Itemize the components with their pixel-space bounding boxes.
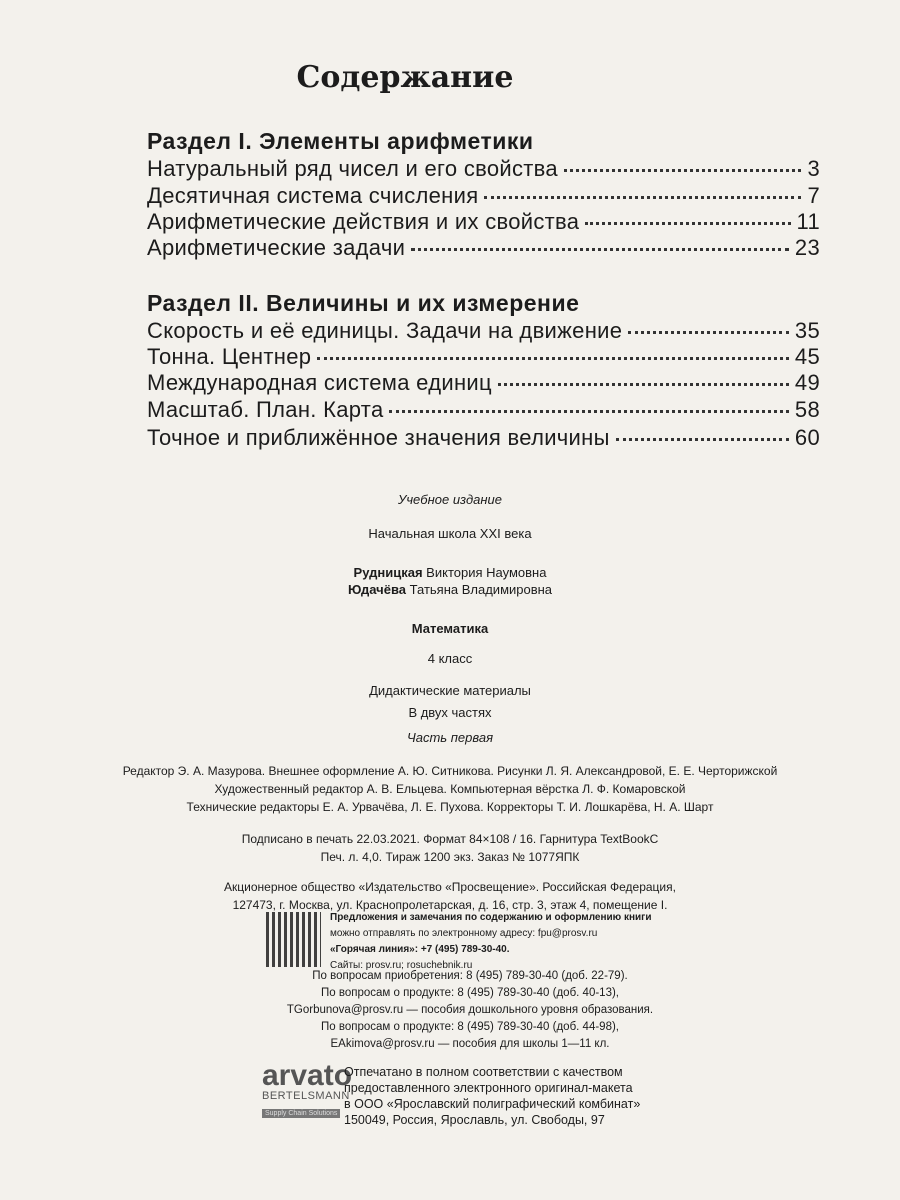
dot-leader — [411, 248, 789, 251]
credits-line: Технические редакторы Е. А. Урвачёва, Л. Е. Пухова. Корректоры Т. И. Лошкарёва, Н. А. Шарт — [186, 800, 714, 814]
toc-page: 3 — [807, 156, 820, 181]
feedback-block: Предложения и замечания по содержанию и оформлению книги можно отправлять по электронному адресу: fpu@prosv.ru «Горячая линия»: +7 (495) 789-30-40. Сайты: prosv.ru; rosuchebnik.ru — [330, 912, 652, 971]
toc-label: Арифметические задачи — [147, 235, 406, 260]
dot-leader — [564, 169, 802, 172]
toc-page: 11 — [796, 209, 820, 234]
toc-label: Масштаб. План. Карта — [147, 397, 384, 422]
toc-label: Арифметические действия и их свойства — [147, 209, 580, 234]
dot-leader — [585, 222, 790, 225]
toc-page: 60 — [794, 425, 820, 450]
dot-leader — [616, 438, 789, 441]
toc-item — [147, 318, 820, 344]
section-heading: Раздел II. Величины и их измерение — [147, 290, 580, 316]
dot-leader — [389, 410, 788, 413]
dot-leader — [628, 331, 789, 334]
author: Рудницкая Виктория Наумовна — [353, 565, 547, 580]
series: Начальная школа XXI века — [368, 526, 532, 541]
toc-label: Натуральный ряд чисел и его свойства — [147, 156, 558, 181]
toc-page: 45 — [794, 344, 820, 369]
toc-item — [147, 209, 820, 235]
kind: Дидактические материалы — [369, 683, 531, 698]
toc-item — [147, 397, 820, 423]
dot-leader — [317, 357, 789, 360]
edition-type: Учебное издание — [398, 492, 502, 507]
credits-line: Редактор Э. А. Мазурова. Внешнее оформление А. Ю. Ситникова. Рисунки Л. Я. Александровой, Е. Е. Черторижской — [122, 764, 778, 778]
toc-page: 49 — [794, 370, 820, 395]
toc-item — [147, 156, 820, 182]
grade: 4 класс — [427, 651, 473, 666]
credits-line: Художественный редактор А. В. Ельцева. Компьютерная вёрстка Л. Ф. Комаровской — [214, 782, 686, 796]
printer-logo: arvato BERTELSMANN Supply Chain Solutions — [262, 1059, 353, 1117]
subject: Математика — [411, 621, 489, 636]
print-info: Печ. л. 4,0. Тираж 1200 экз. Заказ № 1077ЯПК — [320, 850, 580, 864]
toc-label: Десятичная система счисления — [147, 183, 479, 208]
contacts: По вопросам приобретения: 8 (495) 789-30-40 (доб. 22-79). По вопросам о продукте: 8 (495) 789-30-40 (доб. 40-13), TGorbunova@prosv.ru — пособия дошкольного уровня образования. По вопросам о продукте: 8 (495) 789-30-40 (доб. 44-98), EAkimova@prosv.ru — пособия для школы 1—11 кл. — [286, 970, 654, 1050]
toc-label: Точное и приближённое значения величины — [147, 425, 610, 450]
dot-leader — [498, 383, 789, 386]
toc-item — [147, 183, 820, 209]
toc-item — [147, 235, 820, 261]
toc-label: Тонна. Центнер — [147, 344, 312, 369]
qr-code — [266, 912, 321, 967]
publisher: Акционерное общество «Издательство «Просвещение». Российская Федерация, — [224, 880, 676, 894]
toc-page: 7 — [807, 183, 820, 208]
toc-item — [147, 344, 820, 370]
publisher: 127473, г. Москва, ул. Краснопролетарская, д. 16, стр. 3, этаж 4, помещение I. — [232, 898, 668, 912]
printed-by: Отпечатано в полном соответствии с качеством предоставленного электронного оригинал-макета в ООО «Ярославский полиграфический комбинат» 150049, Россия, Ярославль, ул. Свободы, 97 — [344, 1065, 641, 1127]
author: Юдачёва Татьяна Владимировна — [347, 582, 553, 597]
toc-label: Международная система единиц — [147, 370, 492, 395]
toc-item — [147, 370, 820, 396]
toc-page: 35 — [794, 318, 820, 343]
part: Часть первая — [406, 730, 494, 745]
toc-label: Скорость и её единицы. Задачи на движение — [147, 318, 623, 343]
parts: В двух частях — [408, 705, 492, 720]
section-heading: Раздел I. Элементы арифметики — [147, 128, 534, 154]
toc-page: 23 — [794, 235, 820, 260]
dot-leader — [484, 196, 801, 199]
toc-page: 58 — [794, 397, 820, 422]
page-title: Содержание — [296, 60, 514, 95]
toc-item — [147, 425, 820, 451]
print-info: Подписано в печать 22.03.2021. Формат 84×108 / 16. Гарнитура TextBookC — [241, 832, 659, 846]
